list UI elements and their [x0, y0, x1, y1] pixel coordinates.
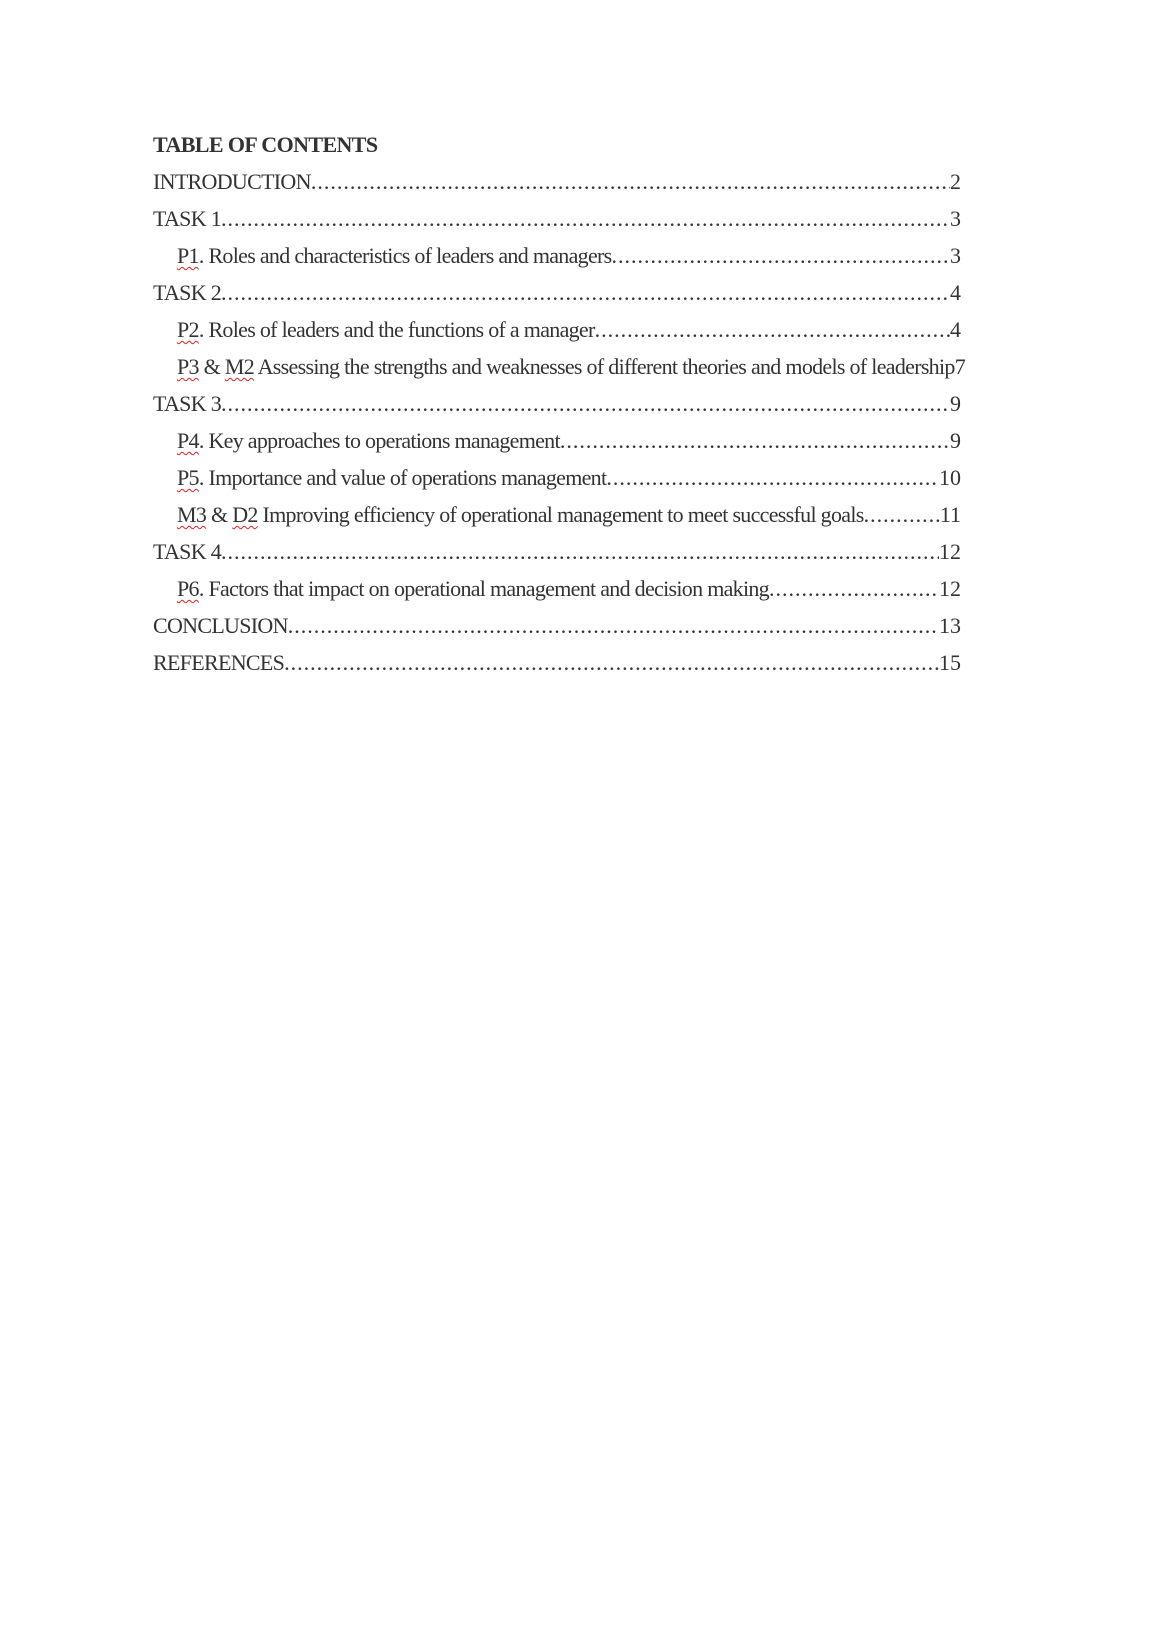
- page-number: 10: [939, 465, 961, 490]
- dot-leader: [221, 385, 950, 422]
- toc-entry-title: [153, 607, 288, 644]
- toc-entry-title: [153, 200, 221, 237]
- toc-entry[interactable]: [153, 496, 961, 533]
- table-of-contents: [153, 126, 966, 681]
- toc-entry[interactable]: [153, 459, 961, 496]
- toc-heading: TABLE OF CONTENTS: [153, 132, 378, 157]
- toc-entry-title: [177, 237, 612, 274]
- toc-entry-title: [153, 163, 311, 200]
- toc-entry-title: [177, 496, 864, 533]
- toc-entry[interactable]: [153, 163, 961, 200]
- toc-entry-title: [177, 570, 769, 607]
- dot-leader: [311, 163, 950, 200]
- dot-leader: [284, 644, 939, 681]
- toc-entry[interactable]: [153, 607, 961, 644]
- criterion-code: P3: [177, 354, 199, 379]
- entry-text: Assessing the strengths and weaknesses of different theories and models of leadership: [254, 354, 955, 379]
- dot-leader: [595, 311, 950, 348]
- entry-text: TASK 4: [153, 539, 221, 564]
- page-number: 12: [939, 576, 961, 601]
- page-number: 7: [954, 354, 966, 379]
- page-number: 12: [939, 539, 961, 564]
- criterion-code: P2: [177, 317, 199, 342]
- page-number: 11: [939, 502, 961, 527]
- entry-text: TASK 2: [153, 280, 221, 305]
- dot-leader: [288, 607, 939, 644]
- page-number: 15: [939, 650, 961, 675]
- page-number: 13: [939, 613, 961, 638]
- entry-text: CONCLUSION: [153, 613, 288, 638]
- toc-entry[interactable]: [153, 274, 961, 311]
- criterion-code: P5: [177, 465, 199, 490]
- entry-text: Improving efficiency of operational management to meet successful goals: [257, 502, 864, 527]
- entry-text: REFERENCES: [153, 650, 285, 675]
- dot-leader: [606, 459, 939, 496]
- page-number: 3: [950, 206, 961, 231]
- criterion-code: D2: [232, 502, 258, 527]
- page-number: 4: [950, 280, 961, 305]
- criterion-code: M2: [224, 354, 255, 379]
- toc-entry-title: [153, 274, 221, 311]
- toc-entry[interactable]: [153, 533, 961, 570]
- dot-leader: [221, 533, 939, 570]
- toc-entry[interactable]: [153, 422, 961, 459]
- toc-entry-title: [177, 348, 955, 385]
- entry-text: TASK 3: [153, 391, 221, 416]
- criterion-code: M3: [177, 502, 207, 527]
- toc-entry-title: [177, 311, 595, 348]
- page-number: 9: [950, 391, 961, 416]
- entry-text: &: [206, 502, 233, 527]
- toc-entry-title: [153, 644, 284, 681]
- criterion-code: P1: [177, 243, 199, 268]
- page-number: 2: [950, 169, 961, 194]
- toc-entry[interactable]: [153, 644, 961, 681]
- toc-entry[interactable]: [153, 348, 966, 385]
- entry-text: &: [198, 354, 225, 379]
- dot-leader: [221, 274, 950, 311]
- entry-text: . Roles of leaders and the functions of a manager: [198, 317, 595, 342]
- toc-entry-title: [153, 533, 221, 570]
- toc-list: [153, 163, 966, 681]
- criterion-code: P4: [177, 428, 199, 453]
- page-number: 3: [950, 243, 961, 268]
- entry-text: TASK 1: [153, 206, 221, 231]
- toc-entry-title: [177, 422, 560, 459]
- dot-leader: [864, 496, 940, 533]
- entry-text: . Roles and characteristics of leaders and managers: [198, 243, 612, 268]
- dot-leader: [221, 200, 950, 237]
- entry-text: . Factors that impact on operational management and decision making: [198, 576, 769, 601]
- toc-entry-title: [153, 385, 221, 422]
- dot-leader: [560, 422, 950, 459]
- toc-entry-title: [177, 459, 606, 496]
- toc-entry[interactable]: [153, 200, 961, 237]
- toc-entry[interactable]: [153, 385, 961, 422]
- entry-text: . Importance and value of operations management: [198, 465, 607, 490]
- criterion-code: P6: [177, 576, 199, 601]
- entry-text: . Key approaches to operations management: [198, 428, 560, 453]
- entry-text: INTRODUCTION: [153, 169, 311, 194]
- toc-entry[interactable]: [153, 237, 961, 274]
- toc-entry[interactable]: [153, 311, 961, 348]
- toc-entry[interactable]: [153, 570, 961, 607]
- dot-leader: [612, 237, 950, 274]
- dot-leader: [769, 570, 939, 607]
- page-number: 9: [950, 428, 961, 453]
- page-number: 4: [950, 317, 961, 342]
